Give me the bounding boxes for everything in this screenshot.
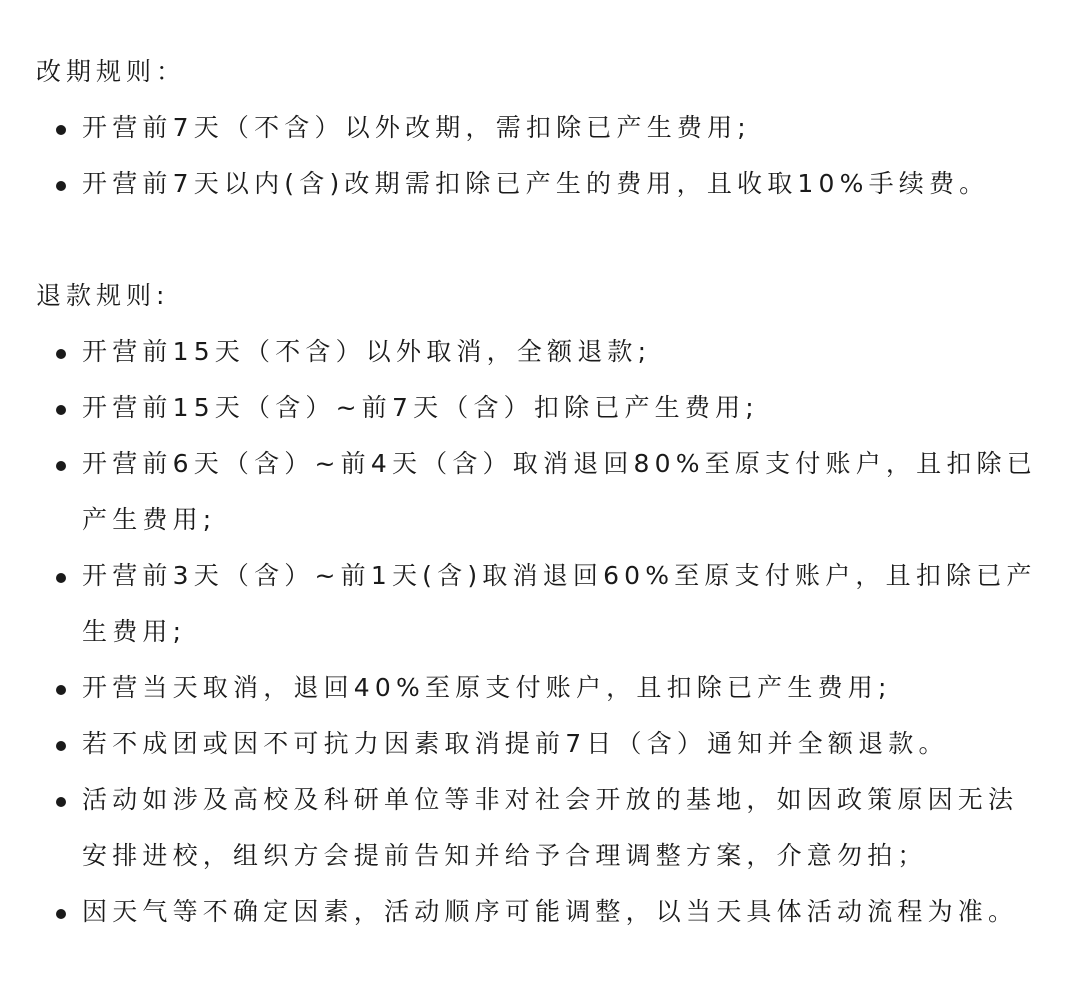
refund-rule-text: 因天气等不确定因素，活动顺序可能调整，以当天具体活动流程为准。 xyxy=(82,897,1019,926)
bullet-icon xyxy=(56,685,66,695)
bullet-icon xyxy=(56,349,66,359)
bullet-icon xyxy=(56,181,66,191)
change-rule-text: 开营前7天以内(含)改期需扣除已产生的费用，且收取10%手续费。 xyxy=(82,169,990,198)
bullet-icon xyxy=(56,797,66,807)
refund-rule-text: 开营前15天（含）~前7天（含）扣除已产生费用; xyxy=(82,393,759,422)
refund-rule-item xyxy=(36,436,1040,548)
section-spacer xyxy=(36,212,1040,268)
bullet-icon xyxy=(56,909,66,919)
bullet-icon xyxy=(56,573,66,583)
refund-rules-title: 退款规则: xyxy=(36,281,170,310)
refund-rule-text: 开营前15天（不含）以外取消，全额退款; xyxy=(82,337,652,366)
bullet-icon xyxy=(56,461,66,471)
refund-rule-item xyxy=(36,380,1040,436)
refund-rule-text: 开营当天取消，退回40%至原支付账户，且扣除已产生费用; xyxy=(82,673,892,702)
change-rule-item xyxy=(36,100,1040,156)
bullet-icon xyxy=(56,405,66,415)
change-rules-title: 改期规则： xyxy=(36,57,187,86)
refund-rule-item xyxy=(36,660,1040,716)
refund-rule-text: 若不成团或因不可抗力因素取消提前7日（含）通知并全额退款。 xyxy=(82,729,949,758)
refund-rule-text: 活动如涉及高校及科研单位等非对社会开放的基地，如因政策原因无法安排进校，组织方会提前告知并给予合理调整方案，介意勿拍； xyxy=(82,785,1019,870)
change-rule-text: 开营前7天（不含）以外改期，需扣除已产生费用; xyxy=(82,113,751,142)
bullet-icon xyxy=(56,125,66,135)
refund-rule-item xyxy=(36,772,1040,884)
refund-rules-list xyxy=(36,324,1040,940)
bullet-icon xyxy=(56,741,66,751)
refund-rule-item xyxy=(36,884,1040,940)
refund-rule-item xyxy=(36,324,1040,380)
refund-rule-item xyxy=(36,716,1040,772)
refund-rule-item xyxy=(36,548,1040,660)
change-rules-list xyxy=(36,100,1040,212)
refund-rule-text: 开营前3天（含）~前1天(含)取消退回60%至原支付账户，且扣除已产生费用; xyxy=(82,561,1037,646)
change-rule-item xyxy=(36,156,1040,212)
refund-rule-text: 开营前6天（含）~前4天（含）取消退回80%至原支付账户，且扣除已产生费用; xyxy=(82,449,1037,534)
